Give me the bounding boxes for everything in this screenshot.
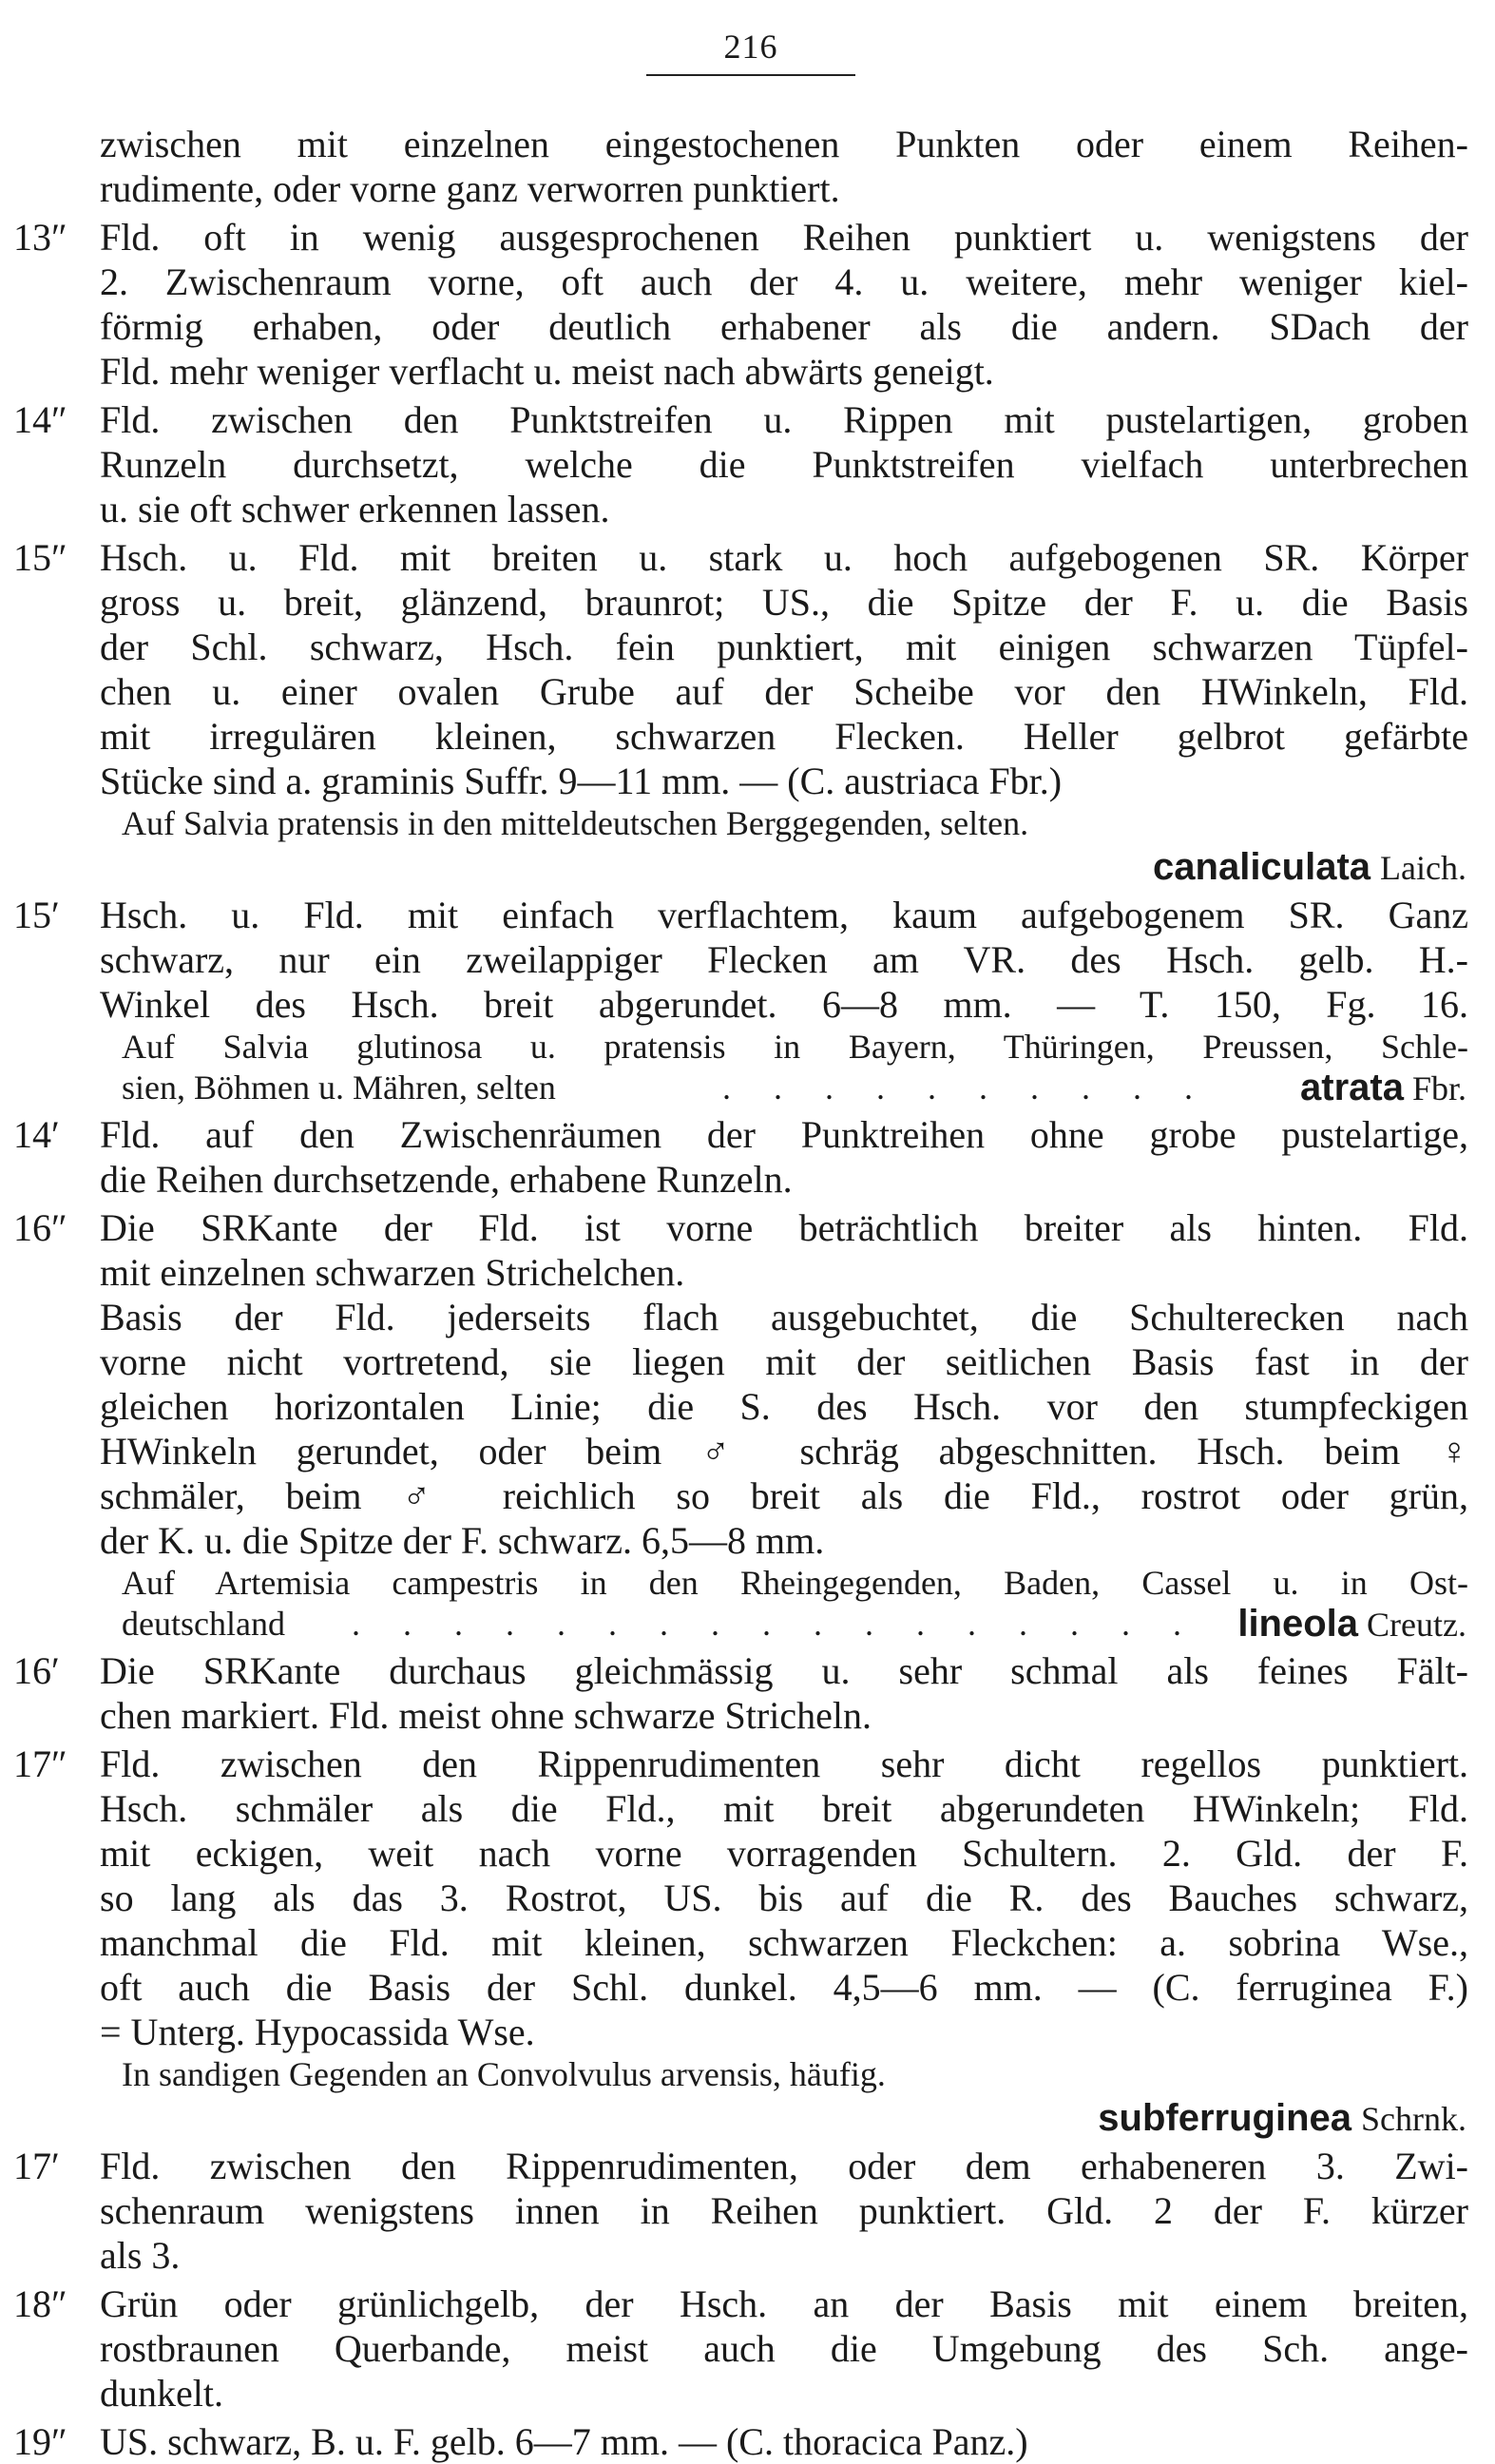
text-line	[0, 803, 1495, 844]
key-block-5	[0, 2144, 1495, 2464]
species-author: Schrnk.	[1361, 2100, 1466, 2138]
species-line-atrata	[0, 1068, 1495, 1108]
line-text: Basis der Fld. jederseits flach ausgebuchtet, die Schulterecken nach	[100, 1296, 1468, 1338]
line-text: schwarz, nur ein zweilappiger Flecken am VR. des Hsch. gelb. H.-	[100, 938, 1468, 981]
text-line	[0, 2188, 1495, 2233]
text-line	[0, 1473, 1495, 1518]
line-text: u. sie oft schwer erkennen lassen.	[100, 488, 610, 530]
species-line-canaliculata	[0, 844, 1495, 889]
line-text: Die SRKante der Fld. ist vorne beträchtlich breiter als hinten. Fld.	[100, 1206, 1468, 1249]
text-line	[0, 1384, 1495, 1429]
leader-dots: . . . . . . . . . . . . . . . . .	[352, 1605, 1198, 1643]
line-text: Winkel des Hsch. breit abgerundet. 6—8 mm. — T. 150, Fg. 16.	[100, 983, 1468, 1026]
text-line	[0, 2419, 1495, 2464]
text-line	[0, 1518, 1495, 1563]
couplet-number: 17″	[13, 1742, 67, 1785]
line-text: Auf Salvia pratensis in den mitteldeutschen Berggegenden, selten.	[122, 804, 1029, 842]
text-line	[0, 982, 1495, 1027]
line-text: Fld. zwischen den Rippenrudimenten, oder dem erhabeneren 3. Zwi-	[100, 2145, 1468, 2187]
line-text: US. schwarz, B. u. F. gelb. 6—7 mm. — (C. thoracica Panz.)	[100, 2420, 1028, 2463]
line-text: mit einzelnen schwarzen Strichelchen.	[100, 1251, 685, 1294]
page-number-rule	[646, 74, 855, 76]
text-line	[0, 1876, 1495, 1920]
text-line	[0, 442, 1495, 487]
line-text: Auf Salvia glutinosa u. pratensis in Bayern, Thüringen, Preussen, Schle-	[122, 1028, 1468, 1066]
text-line	[0, 1693, 1495, 1738]
text-line	[0, 669, 1495, 714]
line-text: gleichen horizontalen Linie; die S. des Hsch. vor den stumpfeckigen	[100, 1385, 1468, 1428]
text-line	[0, 1027, 1495, 1068]
text-line	[0, 2326, 1495, 2371]
text-line	[0, 2054, 1495, 2095]
species-name: subferruginea	[1098, 2097, 1351, 2139]
couplet-number: 14′	[13, 1113, 60, 1156]
text-line	[0, 1965, 1495, 2010]
couplet-number: 15′	[13, 894, 60, 936]
line-text: zwischen mit einzelnen eingestochenen Punkten oder einem Reihen-	[100, 123, 1468, 165]
text-line	[0, 349, 1495, 394]
line-text: Auf Artemisia campestris in den Rheingegenden, Baden, Cassel u. in Ost-	[122, 1564, 1468, 1602]
line-text: 2. Zwischenraum vorne, oft auch der 4. u. weitere, mehr weniger kiel-	[100, 260, 1468, 303]
text-line	[0, 625, 1495, 669]
text-line	[0, 1786, 1495, 1831]
line-text: Stücke sind a. graminis Suffr. 9—11 mm. — (C. austriaca Fbr.)	[100, 760, 1063, 802]
text-line	[0, 580, 1495, 625]
text-line	[0, 215, 1495, 260]
line-text: vorne nicht vortretend, sie liegen mit der seitlichen Basis fast in der	[100, 1340, 1468, 1383]
key-block-2	[0, 893, 1495, 1068]
couplet-number: 15″	[13, 536, 67, 579]
couplet-number: 16′	[13, 1649, 60, 1692]
line-text: gross u. breit, glänzend, braunrot; US., die Spitze der F. u. die Basis	[100, 581, 1468, 624]
text-line	[0, 1205, 1495, 1250]
line-text: mit eckigen, weit nach vorne vorragenden Schultern. 2. Gld. der F.	[100, 1832, 1468, 1875]
key-text	[0, 122, 1495, 2464]
text-line	[0, 1112, 1495, 1157]
line-text: Fld. mehr weniger verflacht u. meist nach abwärts geneigt.	[100, 350, 994, 393]
text-line	[0, 937, 1495, 982]
text-line	[0, 2010, 1495, 2054]
text-line	[0, 1831, 1495, 1876]
line-text: rudimente, oder vorne ganz verworren punktiert.	[100, 167, 840, 210]
species-author: Fbr.	[1411, 1069, 1466, 1107]
line-text: manchmal die Fld. mit kleinen, schwarzen Fleckchen: a. sobrina Wse.,	[100, 1921, 1468, 1964]
line-text: oft auch die Basis der Schl. dunkel. 4,5—6 mm. — (C. ferruginea F.)	[100, 1966, 1468, 2009]
text-line	[0, 714, 1495, 759]
line-text: Grün oder grünlichgelb, der Hsch. an der Basis mit einem breiten,	[100, 2282, 1468, 2325]
text-line	[0, 1339, 1495, 1384]
text-line	[0, 2371, 1495, 2416]
couplet-number: 18″	[13, 2282, 67, 2325]
text-line	[0, 397, 1495, 442]
line-text: der Schl. schwarz, Hsch. fein punktiert, mit einigen schwarzen Tüpfel-	[100, 626, 1468, 668]
line-text: rostbraunen Querbande, meist auch die Umgebung des Sch. ange-	[100, 2327, 1468, 2370]
text-line	[0, 759, 1495, 803]
distribution-text: deutschland	[122, 1605, 285, 1643]
text-line	[0, 1250, 1495, 1295]
distribution-text: sien, Böhmen u. Mähren, selten	[122, 1068, 556, 1107]
key-block-4	[0, 1648, 1495, 2095]
line-text: Fld. auf den Zwischenräumen der Punktreihen ohne grobe pustelartige,	[100, 1113, 1468, 1156]
line-text: HWinkeln gerundet, oder beim ♂ schräg abgeschnitten. Hsch. beim ♀	[100, 1430, 1468, 1473]
line-text: dunkelt.	[100, 2372, 223, 2415]
line-text: Fld. oft in wenig ausgesprochenen Reihen punktiert u. wenigstens der	[100, 216, 1468, 259]
couplet-number: 17′	[13, 2145, 60, 2187]
text-line	[0, 1920, 1495, 1965]
line-text: förmig erhaben, oder deutlich erhabener als die andern. SDach der	[100, 305, 1468, 348]
text-line	[0, 535, 1495, 580]
line-text: Runzeln durchsetzt, welche die Punktstreifen vielfach unterbrechen	[100, 443, 1468, 486]
couplet-number: 14″	[13, 398, 67, 441]
species-author: Creutz.	[1367, 1606, 1466, 1644]
text-line	[0, 487, 1495, 531]
text-line	[0, 1648, 1495, 1693]
line-text: Fld. zwischen den Punktstreifen u. Rippen mit pustelartigen, groben	[100, 398, 1468, 441]
species-name: canaliculata	[1153, 846, 1371, 888]
leader-dots: . . . . . . . . . .	[722, 1068, 1210, 1107]
species-line-subferruginea	[0, 2095, 1495, 2140]
line-text: In sandigen Gegenden an Convolvulus arvensis, häufig.	[122, 2055, 886, 2093]
text-line	[0, 1742, 1495, 1786]
key-block-3	[0, 1112, 1495, 1604]
line-text: Hsch. u. Fld. mit breiten u. stark u. hoch aufgebogenen SR. Körper	[100, 536, 1468, 579]
species-name: lineola	[1237, 1603, 1359, 1645]
text-line	[0, 1429, 1495, 1473]
text-line	[0, 166, 1495, 211]
text-line	[0, 260, 1495, 304]
text-line	[0, 1295, 1495, 1339]
line-text: so lang als das 3. Rostrot, US. bis auf die R. des Bauches schwarz,	[100, 1877, 1468, 1919]
species-name: atrata	[1300, 1067, 1404, 1108]
species-author: Laich.	[1380, 849, 1466, 887]
line-text: Hsch. u. Fld. mit einfach verflachtem, kaum aufgebogenem SR. Ganz	[100, 894, 1468, 936]
line-text: mit irregulären kleinen, schwarzen Flecken. Heller gelbrot gefärbte	[100, 715, 1468, 758]
species-line-lineola	[0, 1604, 1495, 1645]
line-text: chen u. einer ovalen Grube auf der Scheibe vor den HWinkeln, Fld.	[100, 670, 1468, 713]
key-block-1	[0, 122, 1495, 844]
line-text: der K. u. die Spitze der F. schwarz. 6,5—8 mm.	[100, 1519, 825, 1562]
line-text: als 3.	[100, 2234, 181, 2277]
line-text: die Reihen durchsetzende, erhabene Runzeln.	[100, 1158, 793, 1201]
text-line	[0, 2144, 1495, 2188]
line-text: Fld. zwischen den Rippenrudimenten sehr dicht regellos punktiert.	[100, 1742, 1468, 1785]
text-line	[0, 1563, 1495, 1604]
text-line	[0, 122, 1495, 166]
page-number: 216	[723, 28, 778, 66]
couplet-number: 19″	[13, 2420, 67, 2463]
line-text: chen markiert. Fld. meist ohne schwarze Stricheln.	[100, 1694, 872, 1737]
line-text: schmäler, beim ♂ reichlich so breit als die Fld., rostrot oder grün,	[100, 1474, 1468, 1517]
line-text: Hsch. schmäler als die Fld., mit breit abgerundeten HWinkeln; Fld.	[100, 1787, 1468, 1830]
line-text: schenraum wenigstens innen in Reihen punktiert. Gld. 2 der F. kürzer	[100, 2189, 1468, 2232]
text-line	[0, 893, 1495, 937]
text-line	[0, 1157, 1495, 1202]
couplet-number: 13″	[13, 216, 67, 259]
line-text: = Unterg. Hypocassida Wse.	[100, 2011, 535, 2053]
text-line	[0, 2233, 1495, 2278]
text-line	[0, 2281, 1495, 2326]
text-line	[0, 304, 1495, 349]
line-text: Die SRKante durchaus gleichmässig u. sehr schmal als feines Fält-	[100, 1649, 1468, 1692]
couplet-number: 16″	[13, 1206, 67, 1249]
